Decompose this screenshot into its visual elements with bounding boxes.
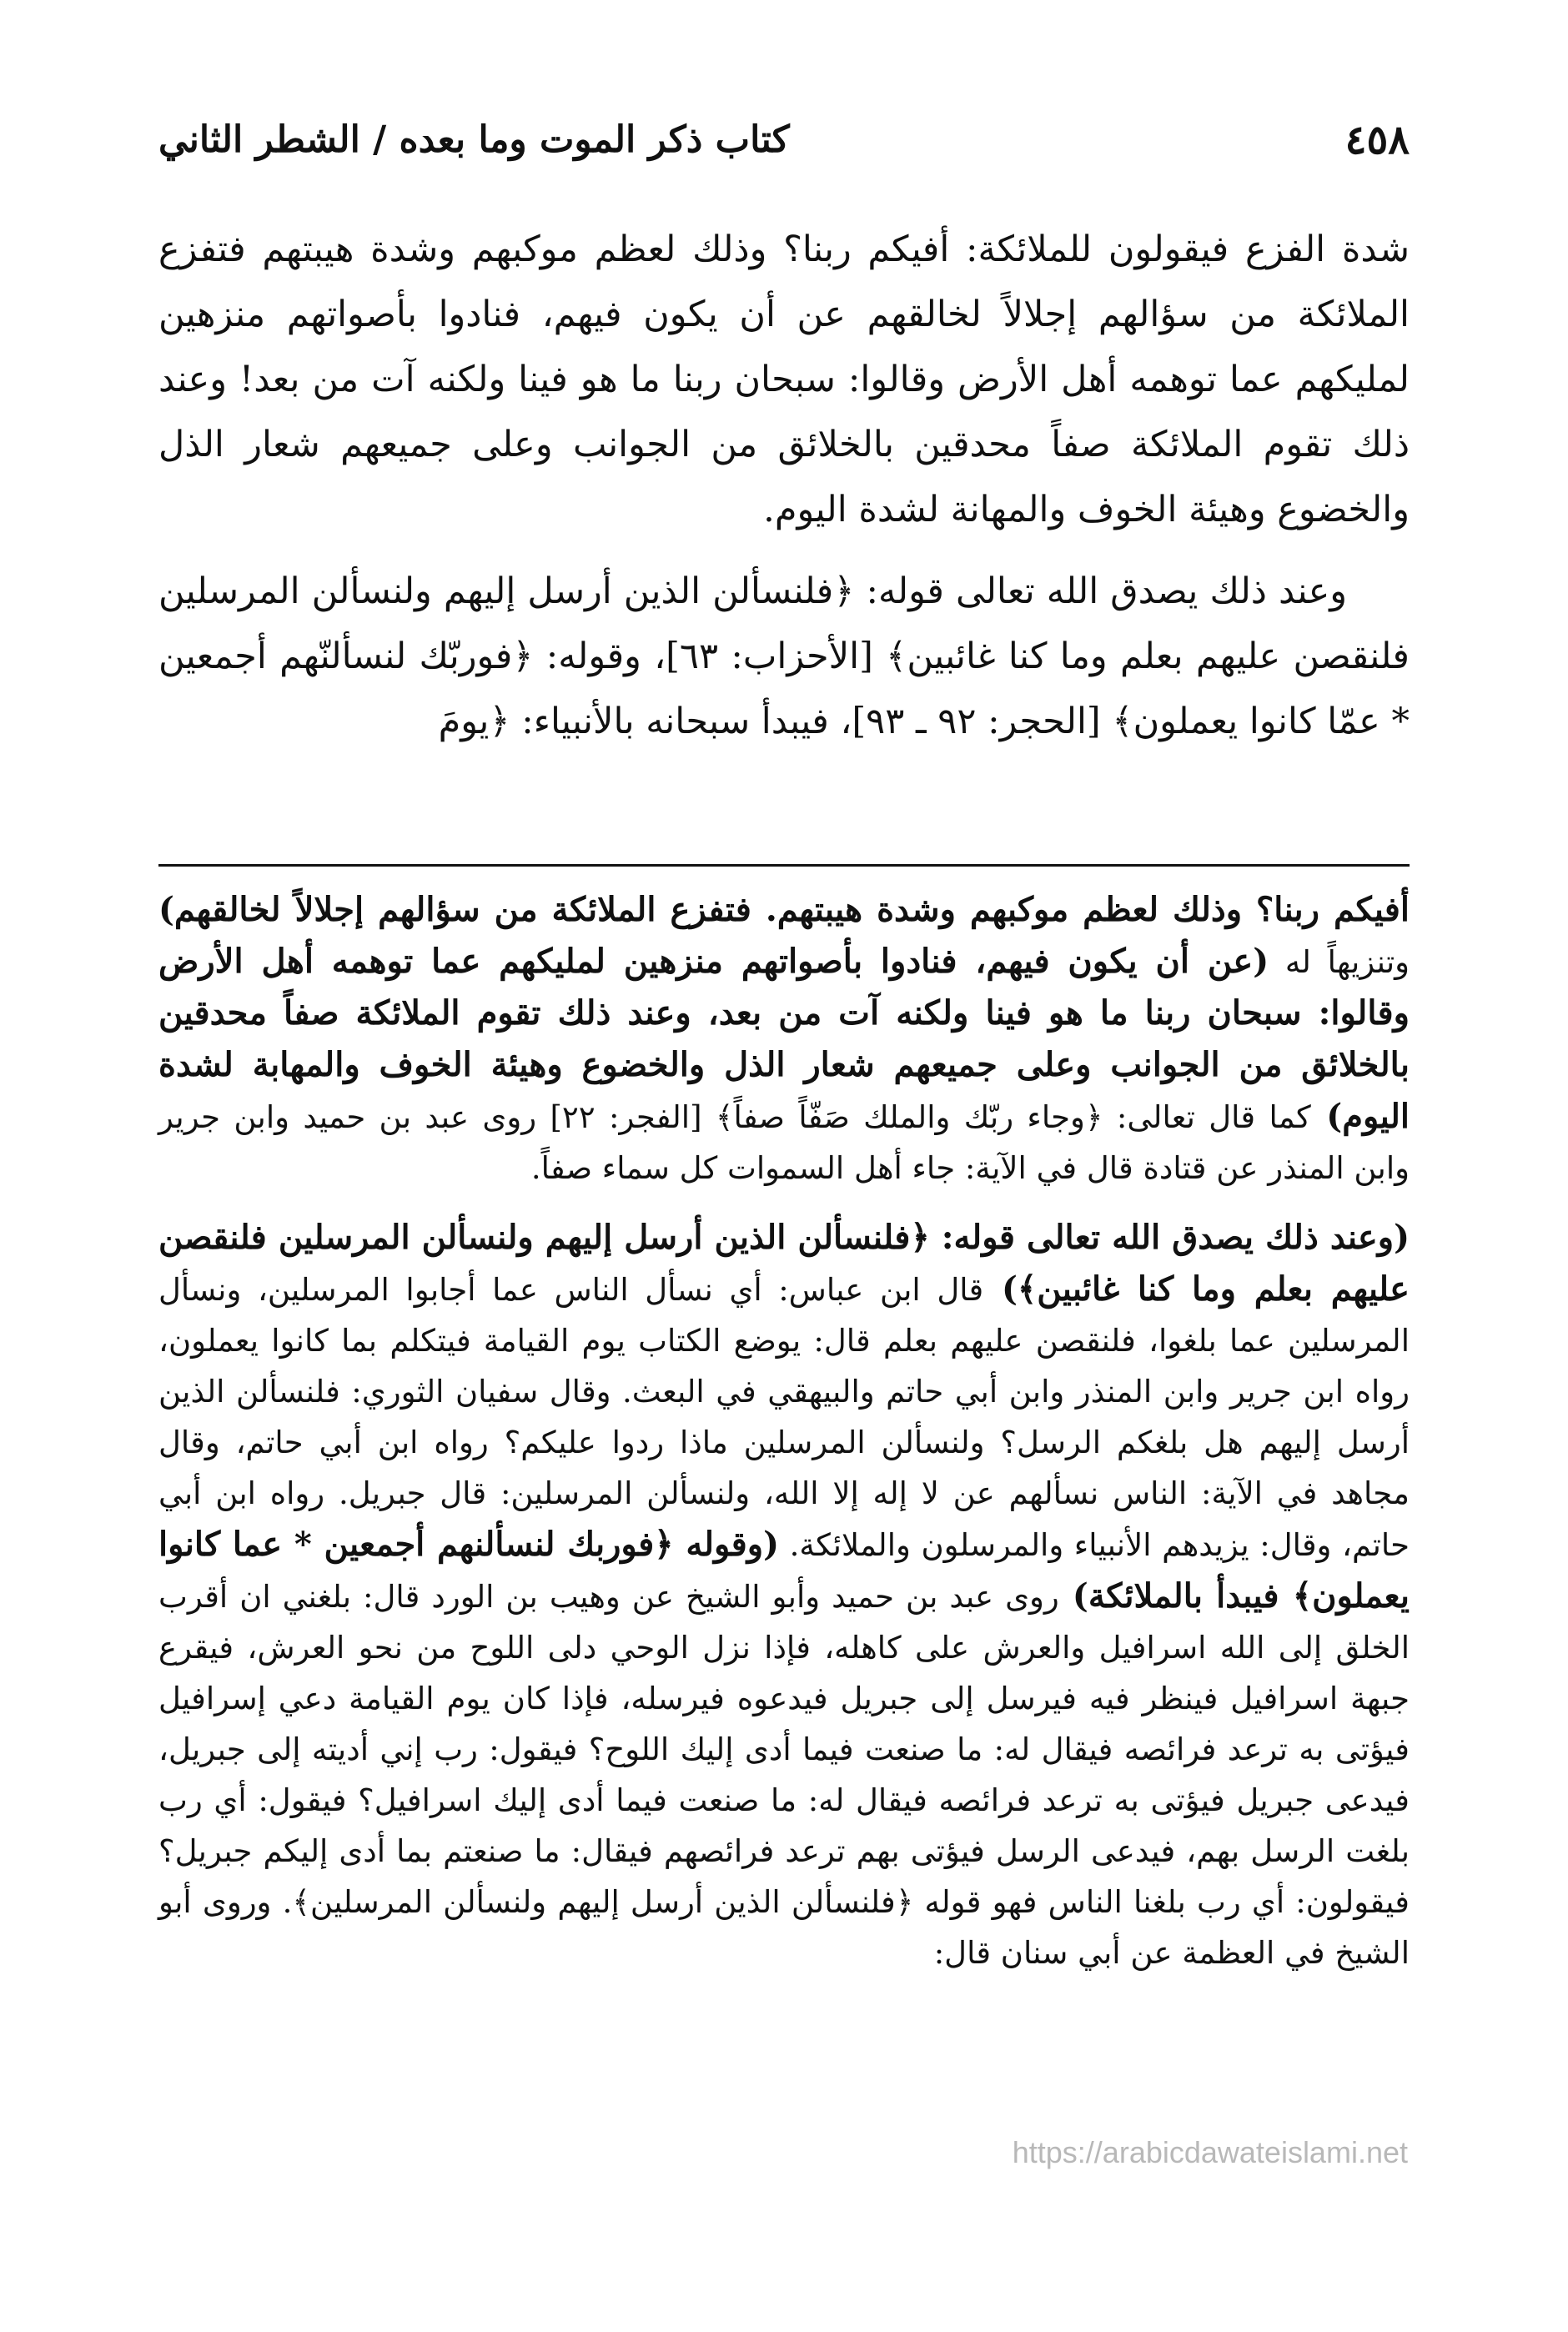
running-title: كتاب ذكر الموت وما بعده / الشطر الثاني [158,118,790,161]
main-paragraph-2: وعند ذلك يصدق الله تعالى قوله: ﴿فلنسألن الذين أرسل إليهم ولنسألن المرسلين فلنقصن عليهم بعلم وما كنا غائبين﴾ [الأحزاب: ٦٣]، وقوله: ﴿فوربّك لنسألنّهم أجمعين * عمّا كانوا يعملون﴾ [الحجر: ٩٢ ـ ٩٣]، فيبدأ سبحانه بالأنبياء: ﴿يومَ [158,570,1410,742]
commentary-bold-segment: (عن أن يكون فيهم، فنادوا بأصواتهم منزهين لمليكهم عما توهمه أهل الأرض وقالوا: سبحان ربنا ما هو فينا ولكنه آت من بعد، وعند ذلك تقوم الملائكة صفاً محدقين بالخلائق من الجوانب وعلى جميعهم شعار الذل والخضوع وهيئة الخوف والمهابة لشدة اليوم) [158,942,1410,1136]
commentary-paragraph-1 [158,884,1410,1194]
watermark-url: https://arabicdawateislami.net [1012,2135,1408,2169]
main-paragraph-1: شدة الفزع فيقولون للملائكة: أفيكم ربنا؟ وذلك لعظم موكبهم وشدة هيبتهم فتفزع الملائكة من سؤالهم إجلالاً لخالقهم عن أن يكون فيهم، فنادوا بأصواتهم منزهين لمليكهم عما توهمه أهل الأرض وقالوا: سبحان ربنا ما هو فينا ولكنه آت من بعد! وعند ذلك تقوم الملائكة صفاً محدقين بالخلائق من الجوانب وعلى جميعهم شعار الذل والخضوع وهيئة الخوف والمهانة لشدة اليوم. [158,229,1410,530]
commentary-text [158,884,1410,1978]
main-text [158,217,1410,754]
commentary-bold-segment: (وعند ذلك يصدق الله تعالى قوله: ﴿فلنسألن الذين أرسل إليهم ولنسألن المرسلين فلنقصن عليهم بعلم وما كنا غائبين﴾) [158,1218,1410,1309]
commentary-bold-segment: (وقوله ﴿فوربك لنسألنهم أجمعين * عما كانوا يعملون﴾ فيبدأ بالملائكة) [158,1525,1410,1616]
commentary-segment: قال ابن عباس: أي نسأل الناس عما أجابوا المرسلين، ونسأل المرسلين عما بلغوا، فلنقصن عليهم بعلم قال: يوضع الكتاب يوم القيامة فيتكلم بما كانوا يعملون، رواه ابن جرير وابن المنذر وابن أبي حاتم والبيهقي في البعث. وقال سفيان الثوري: فلنسألن الذين أرسل إليهم هل بلغكم الرسل؟ ولنسألن المرسلين ماذا ردوا عليكم؟ رواه ابن أبي حاتم، وقال مجاهد في الآية: الناس نسألهم عن لا إله إلا الله، ولنسألن المرسلين: قال جبريل. رواه ابن أبي حاتم، وقال: يزيدهم الأنبياء والمرسلون والملائكة. [158,1272,1410,1563]
commentary-bold-segment: أفيكم ربنا؟ وذلك لعظم موكبهم وشدة هيبتهم. فتفزع الملائكة من سؤالهم إجلالاً لخالقهم) [158,890,1410,929]
section-divider [158,864,1410,867]
commentary-segment: كما قال تعالى: ﴿وجاء ربّك والملك صَفّاً صفاً﴾ [الفجر: ٢٢] روى عبد بن حميد وابن جرير وابن المنذر عن قتادة قال في الآية: جاء أهل السموات كل سماء صفاً. [158,1099,1410,1186]
page-number: ٤٥٨ [1344,117,1410,163]
commentary-paragraph-2 [158,1212,1410,1978]
commentary-segment: روى عبد بن حميد وأبو الشيخ عن وهيب بن الورد قال: بلغني ان أقرب الخلق إلى الله اسرافيل والعرش على كاهله، فإذا نزل الوحي دلى اللوح من نحو العرش، فيقرع جبهة اسرافيل فينظر فيه فيرسل إلى جبريل فيدعوه فيرسله، فإذا كان يوم القيامة دعي إسرافيل فيؤتى به ترعد فرائصه فيقال له: ما صنعت فيما أدى إليك اللوح؟ فيقول: رب إني أديته إلى جبريل، فيدعى جبريل فيؤتى به ترعد فرائصه فيقال له: ما صنعت فيما أدى إليك اسرافيل؟ فيقول: أي رب بلغت الرسل بهم، فيدعى الرسل فيؤتى بهم ترعد فرائصهم فيقال: ما صنعتم بما أدى إليكم جبريل؟ فيقولون: أي رب بلغنا الناس فهو قوله ﴿فلنسألن الذين أرسل إليهم ولنسألن المرسلين﴾. وروى أبو الشيخ في العظمة عن أبي سنان قال: [158,1579,1410,1971]
commentary-segment: وتنزيهاً له [1269,944,1410,980]
page-header [158,107,1410,173]
